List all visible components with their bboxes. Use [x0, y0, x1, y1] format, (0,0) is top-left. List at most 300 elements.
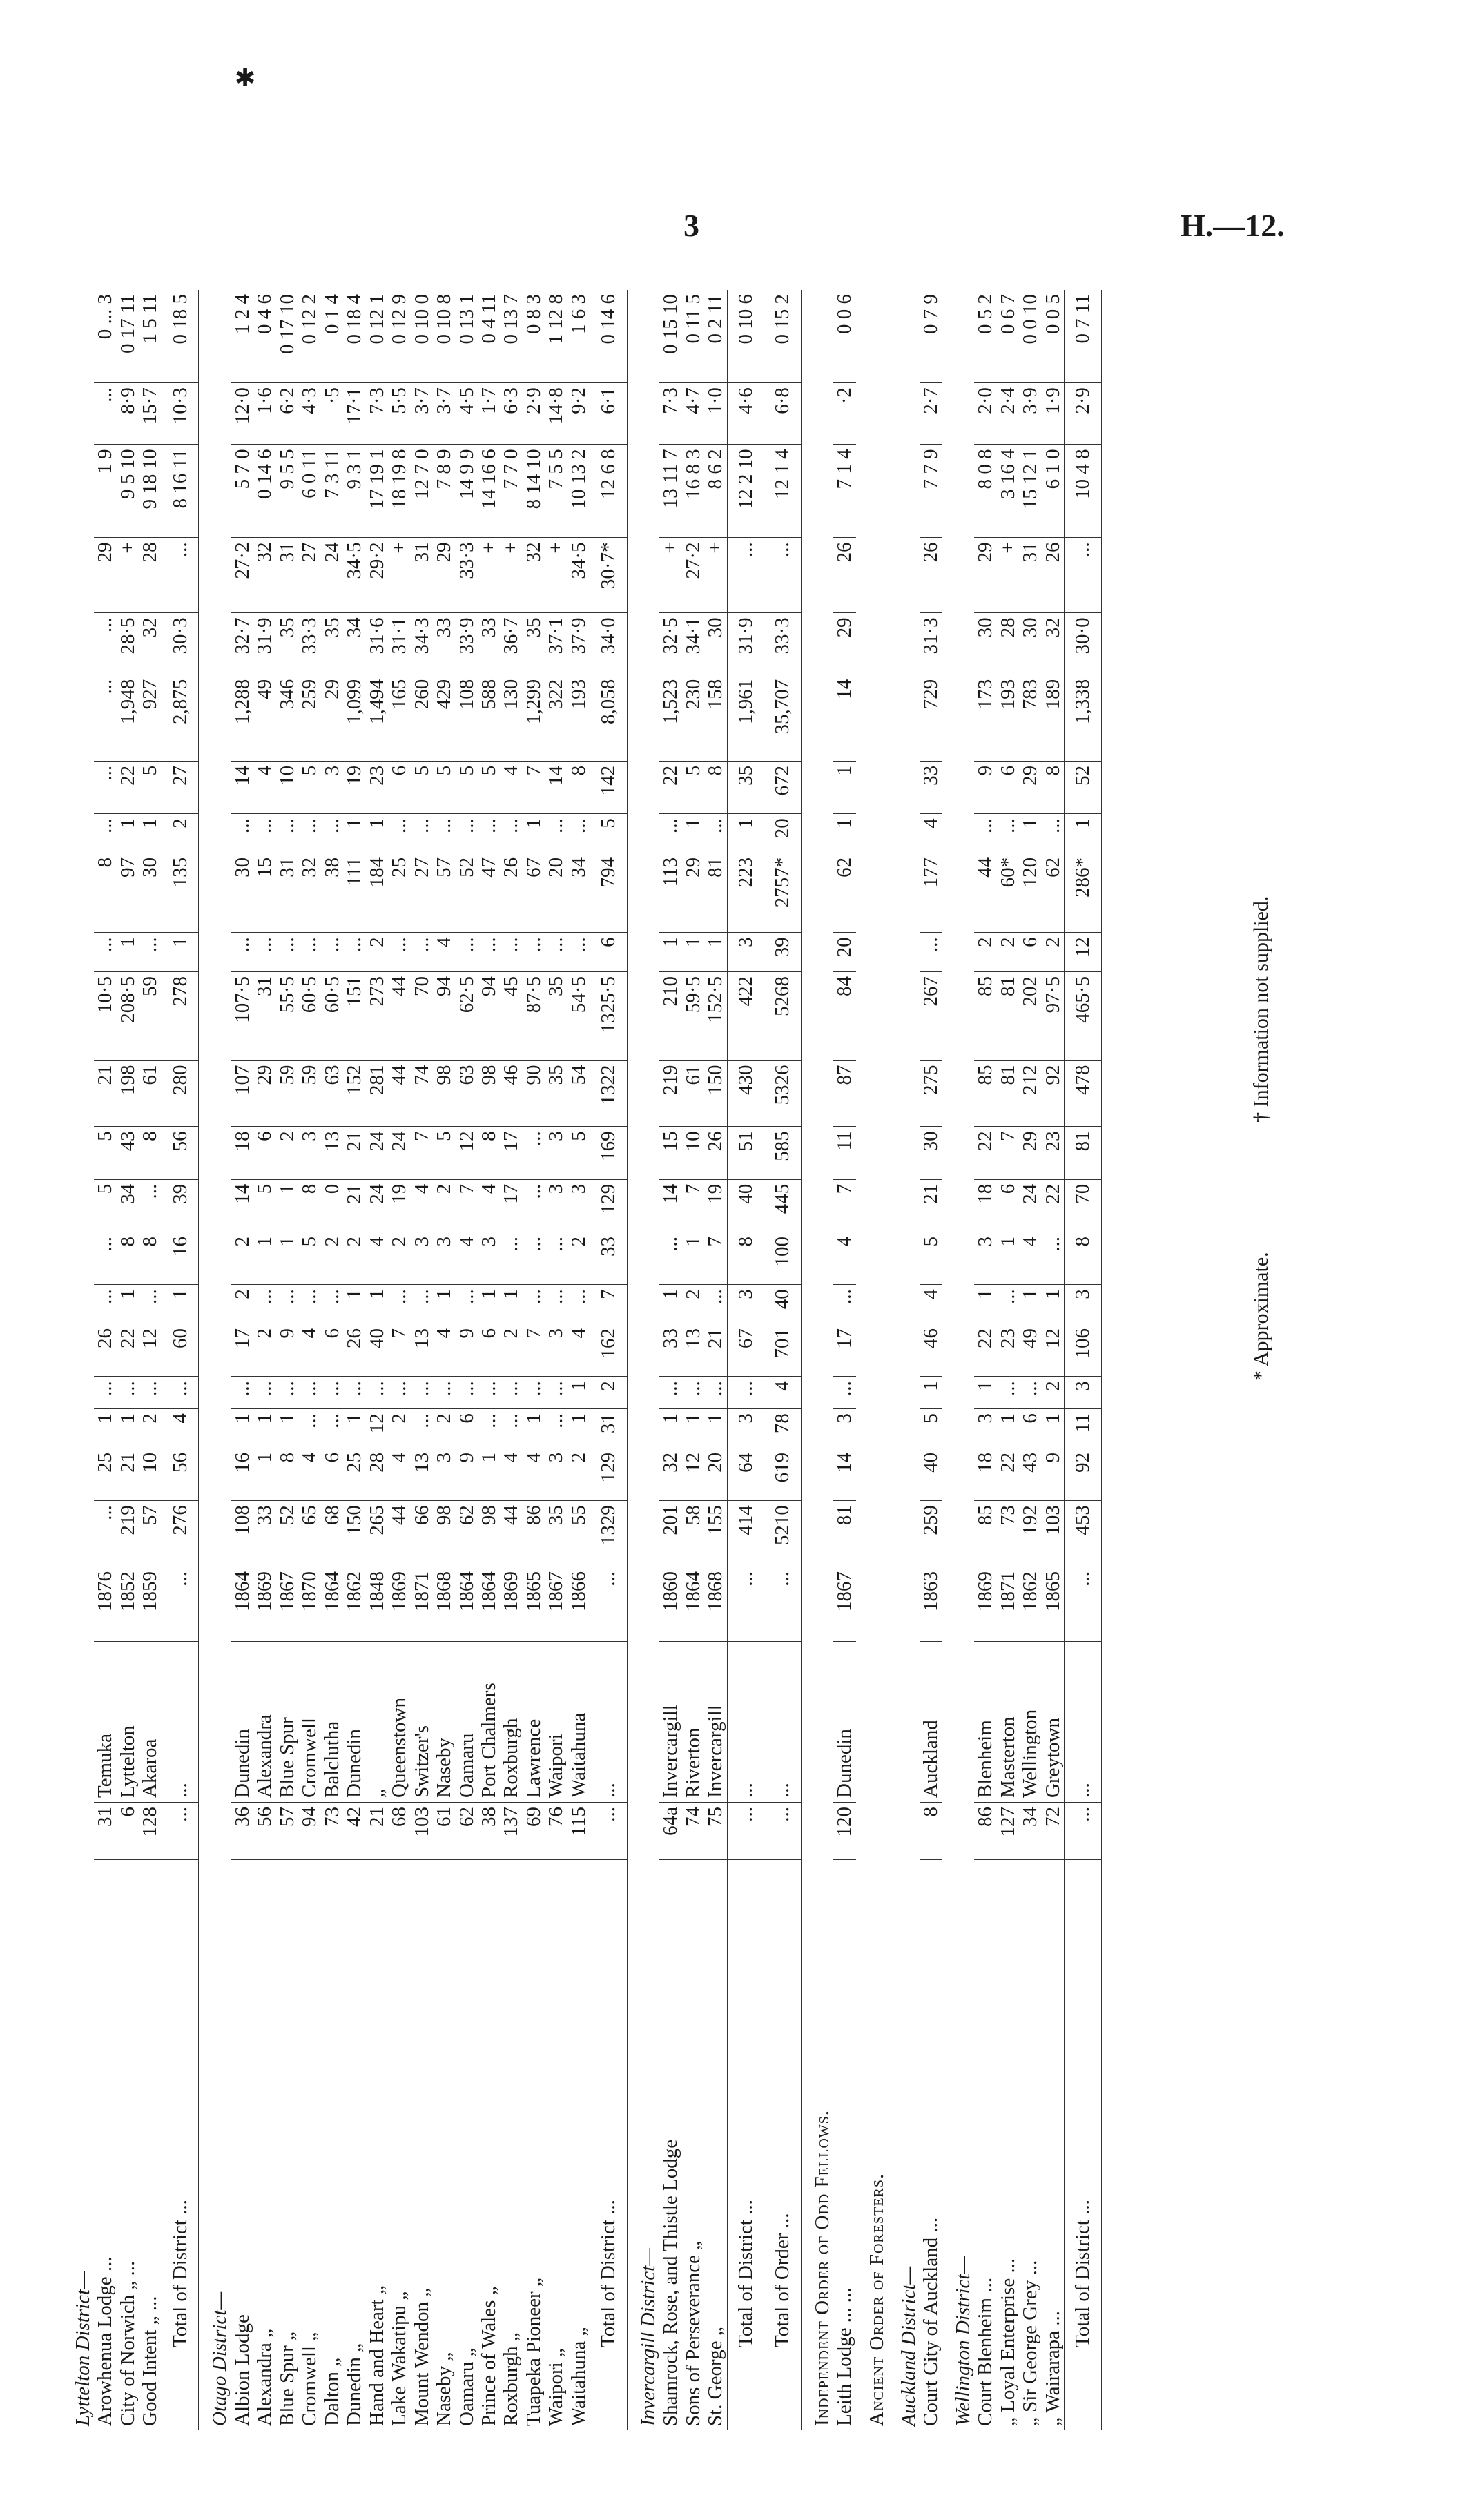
table-cell: 1 [1019, 814, 1041, 853]
table-cell: 74 [411, 1060, 433, 1127]
society-name: Court City of Auckland ... [920, 2217, 942, 2426]
table-row [298, 290, 320, 2430]
table-cell: 30·3 [162, 613, 198, 675]
table-cell: 108 [231, 1501, 253, 1567]
table-cell: ... [682, 1377, 704, 1409]
table-cell: 7 [456, 1179, 478, 1232]
table-cell: ... [94, 383, 116, 445]
table-cell: 29 [433, 538, 455, 613]
table-cell: 1 [276, 1232, 298, 1284]
table-cell: 31 [253, 972, 275, 1061]
table-cell: ... [704, 1285, 727, 1324]
table-cell: ... [139, 1377, 162, 1409]
table-cell: 1 [500, 1285, 522, 1324]
society-year: 1864 [682, 1567, 704, 1642]
table-row [997, 290, 1019, 2430]
table-cell: 2 [366, 933, 388, 972]
table-cell: ... [727, 538, 764, 613]
table-cell: ... [500, 933, 522, 972]
table-cell: 0 ... 3 [94, 290, 116, 383]
table-cell: 113 [659, 853, 681, 932]
table-cell: 44 [388, 972, 410, 1061]
table-cell: 29·2 [366, 538, 388, 613]
table-cell: 278 [162, 972, 198, 1061]
table-cell: 55·5 [276, 972, 298, 1061]
table-cell: 2 [682, 1285, 704, 1324]
table-cell: 46 [920, 1324, 942, 1376]
table-cell: 103 [1042, 1501, 1065, 1567]
table-cell: 927 [139, 675, 162, 761]
table-cell: 0 0 10 [1019, 290, 1041, 383]
table-cell: 7 [590, 1285, 627, 1324]
table-cell: 86 [523, 1501, 545, 1567]
table-cell: 210 [659, 972, 681, 1061]
table-cell: 5 [94, 1179, 116, 1232]
table-cell: 11 [833, 1127, 855, 1179]
table-cell: 59 [276, 1060, 298, 1127]
table-cell: 12 [366, 1409, 388, 1448]
table-cell: 3 16 4 [997, 445, 1019, 538]
table-cell: 429 [433, 675, 455, 761]
table-cell: 43 [1019, 1448, 1041, 1500]
table-cell: ... [411, 814, 433, 853]
table-cell: 23 [997, 1324, 1019, 1376]
table-cell: 107 [231, 1060, 253, 1127]
table-cell: 3 [727, 933, 764, 972]
table-cell: 1 [366, 814, 388, 853]
table-cell: 152 [343, 1060, 365, 1127]
table-cell: 81 [1065, 1127, 1101, 1179]
order-label: Ancient Order of Foresters. [865, 2173, 888, 2426]
table-cell: 20 [545, 853, 567, 932]
table-cell: 0 12 1 [366, 290, 388, 383]
table-cell: 38 [321, 853, 343, 932]
table-cell: ... [253, 1285, 275, 1324]
table-cell: 478 [1065, 1060, 1101, 1127]
table-cell: 33 [590, 1232, 627, 1284]
table-cell: 1 6 3 [567, 290, 590, 383]
society-place: Lawrence [523, 1642, 545, 1803]
table-cell: 1 [433, 1285, 455, 1324]
table-cell: 0 18 5 [162, 290, 198, 383]
table-cell: 202 [1019, 972, 1041, 1061]
table-cell: 18 19 8 [388, 445, 410, 538]
table-cell: 14 [545, 761, 567, 813]
footnote-approximate: * Approximate. [1250, 1252, 1272, 1381]
table-cell: 16 [231, 1448, 253, 1500]
table-cell: 1·6 [253, 383, 275, 445]
table-cell: 17 [833, 1324, 855, 1376]
table-cell: 13 [411, 1448, 433, 1500]
table-cell: ... [920, 933, 942, 972]
table-cell: 4 [433, 1324, 455, 1376]
table-cell: 63 [321, 1060, 343, 1127]
table-cell: 2·0 [974, 383, 996, 445]
table-cell: 5 [478, 761, 500, 813]
table-cell: 70 [1065, 1179, 1101, 1232]
table-cell: ... [276, 1285, 298, 1324]
table-cell: 5268 [764, 972, 801, 1061]
table-cell: 1 [974, 1285, 996, 1324]
table-cell: 61 [682, 1060, 704, 1127]
total-row [1065, 290, 1101, 2430]
table-cell: 68 [321, 1501, 343, 1567]
table-cell: 34 [343, 613, 365, 675]
table-cell: 5 [682, 761, 704, 813]
table-cell: 0 0 6 [833, 290, 855, 383]
total-row [727, 290, 764, 2430]
table-cell: 1 [162, 1285, 198, 1324]
total-row [590, 290, 627, 2430]
table-cell: 165 [388, 675, 410, 761]
table-cell: 0 18 4 [343, 290, 365, 383]
table-cell: 9 5 10 [117, 445, 139, 538]
table-cell: 59 [298, 1060, 320, 1127]
society-place: Dunedin [231, 1642, 253, 1803]
table-row [253, 290, 275, 2430]
table-row [343, 290, 365, 2430]
table-cell: 29 [321, 675, 343, 761]
table-row [920, 290, 942, 2430]
table-cell: 5210 [764, 1501, 801, 1567]
table-cell: 0 17 10 [276, 290, 298, 383]
table-cell: 2 [388, 1409, 410, 1448]
table-cell: 585 [764, 1127, 801, 1179]
table-cell: 5 [920, 1409, 942, 1448]
table-cell: 13 11 7 [659, 445, 681, 538]
table-cell: 783 [1019, 675, 1041, 761]
table-cell: 0 10 8 [433, 290, 455, 383]
table-cell: 6 [388, 761, 410, 813]
table-cell: 1 9 [94, 445, 116, 538]
society-place: Temuka [94, 1642, 116, 1803]
table-cell: 192 [1019, 1501, 1041, 1567]
table-cell: ... [974, 814, 996, 853]
table-cell: 25 [94, 1448, 116, 1500]
table-cell: 7 [704, 1232, 727, 1284]
table-cell: 275 [920, 1060, 942, 1127]
pen-mark: ✱ [235, 64, 256, 92]
table-cell: 7 8 9 [433, 445, 455, 538]
table-cell: 22 [1042, 1179, 1065, 1232]
table-cell: 18 [974, 1448, 996, 1500]
table-cell: 193 [997, 675, 1019, 761]
society-year: 1864 [478, 1567, 500, 1642]
society-place: „ [366, 1642, 388, 1803]
table-cell: 1,948 [117, 675, 139, 761]
district-heading-row [942, 290, 974, 2430]
table-cell: 7 1 4 [833, 445, 855, 538]
table-cell: ... [997, 1377, 1019, 1409]
table-row [321, 290, 343, 2430]
table-cell: 4 [162, 1409, 198, 1448]
table-cell: 33 [478, 613, 500, 675]
society-number: 73 [321, 1803, 343, 1860]
table-cell: 2 [1042, 933, 1065, 972]
table-cell: 24 [321, 538, 343, 613]
table-cell: 9 18 10 [139, 445, 162, 538]
society-name: Oamaru „ [455, 2347, 478, 2426]
table-cell: 14 [833, 675, 855, 761]
table-cell: 0 14 6 [253, 445, 275, 538]
table-cell: 37·9 [567, 613, 590, 675]
table-cell: 1·7 [478, 383, 500, 445]
table-cell: 43 [117, 1127, 139, 1179]
society-year: 1869 [974, 1567, 996, 1642]
table-cell: ... [94, 613, 116, 675]
table-cell: 129 [590, 1448, 627, 1500]
table-cell: ... [94, 814, 116, 853]
table-cell: ... [545, 814, 567, 853]
table-cell: 5 [920, 1232, 942, 1284]
table-cell: ... [433, 814, 455, 853]
table-cell: 1 [523, 1409, 545, 1448]
table-cell: 33 [253, 1501, 275, 1567]
table-cell: 1 [276, 1409, 298, 1448]
table-cell: 152·5 [704, 972, 727, 1061]
table-cell: 21 [343, 1179, 365, 1232]
society-number: 115 [567, 1803, 590, 1860]
table-cell: 22 [974, 1127, 996, 1179]
society-place: ... [590, 1642, 627, 1803]
table-cell: 14 [231, 1179, 253, 1232]
table-cell: 198 [117, 1060, 139, 1127]
table-cell: ... [411, 1285, 433, 1324]
table-cell: 286* [1065, 853, 1101, 932]
society-place: Wellington [1019, 1642, 1041, 1803]
table-cell: 6 0 11 [298, 445, 320, 538]
table-row [1042, 290, 1065, 2430]
table-cell: 701 [764, 1324, 801, 1376]
table-cell: 10 13 2 [567, 445, 590, 538]
table-cell: 12 1 4 [764, 445, 801, 538]
society-name: Hand and Heart „ [365, 2285, 388, 2426]
table-cell: 1 [253, 1409, 275, 1448]
table-cell: ... [478, 814, 500, 853]
table-cell: 24 [366, 1127, 388, 1179]
table-cell: 4 [500, 1448, 522, 1500]
table-cell: 2757* [764, 853, 801, 932]
table-cell: ... [567, 1285, 590, 1324]
table-cell: ... [366, 1377, 388, 1409]
table-cell: 8 6 2 [704, 445, 727, 538]
table-cell: 30·0 [1065, 613, 1101, 675]
order-label: Independent Order of Odd Fellows. [810, 2109, 833, 2426]
district-heading-row [62, 290, 94, 2430]
table-cell: ... [545, 933, 567, 972]
table-cell: 12 7 0 [411, 445, 433, 538]
table-cell: ... [321, 1285, 343, 1324]
society-name: Total of District ... [727, 1860, 764, 2431]
table-cell: 40 [920, 1448, 942, 1500]
table-cell: 27 [411, 853, 433, 932]
table-cell: 32 [523, 538, 545, 613]
table-cell: 9 [456, 1324, 478, 1376]
table-cell: 25 [388, 853, 410, 932]
table-cell: 8 [94, 853, 116, 932]
table-cell: 1 [117, 814, 139, 853]
table-cell: 173 [974, 675, 996, 761]
table-cell: ·5 [321, 383, 343, 445]
table-cell: ... [321, 814, 343, 853]
table-cell: 16 8 3 [682, 445, 704, 538]
table-cell: 9·2 [567, 383, 590, 445]
table-cell: 2 [343, 1232, 365, 1284]
table-cell: 9 [276, 1324, 298, 1376]
table-cell: 17 19 1 [366, 445, 388, 538]
table-cell: 4 [567, 1324, 590, 1376]
friendly-society-table [62, 290, 1298, 2430]
table-cell: 5 [433, 761, 455, 813]
society-year: 1863 [920, 1567, 942, 1642]
table-row [704, 290, 727, 2430]
table-cell: 12 [1065, 933, 1101, 972]
society-name: Dalton „ [320, 2357, 343, 2426]
table-cell: 1 [117, 933, 139, 972]
society-year: 1868 [704, 1567, 727, 1642]
table-cell: 21 [920, 1179, 942, 1232]
table-cell: ... [433, 1377, 455, 1409]
table-row [231, 290, 253, 2430]
table-cell: 346 [276, 675, 298, 761]
table-cell: 2 [997, 933, 1019, 972]
table-cell: 2 [974, 933, 996, 972]
table-cell: ... [298, 1285, 320, 1324]
table-cell: 14 [231, 761, 253, 813]
table-cell: 2 [433, 1409, 455, 1448]
table-cell: 6 [456, 1409, 478, 1448]
table-cell: + [478, 538, 500, 613]
table-cell: 1,961 [727, 675, 764, 761]
society-year: 1866 [567, 1567, 590, 1642]
table-cell: 1 [833, 814, 855, 853]
society-year: 1867 [276, 1567, 298, 1642]
table-cell: 81 [997, 1060, 1019, 1127]
society-name: Prince of Wales „ [477, 2286, 500, 2426]
table-cell: 8 [1042, 761, 1065, 813]
table-cell: 19 [388, 1179, 410, 1232]
table-cell: 29 [682, 853, 704, 932]
table-cell: ... [727, 1377, 764, 1409]
table-cell: 3 [433, 1448, 455, 1500]
table-cell: ... [997, 1285, 1019, 1324]
table-cell: 12 [456, 1127, 478, 1179]
table-cell: 29 [833, 613, 855, 675]
table-cell: 1 [523, 814, 545, 853]
society-number: 94 [298, 1803, 320, 1860]
table-cell: 67 [727, 1324, 764, 1376]
table-cell: 0 4 11 [478, 290, 500, 383]
society-name: Arowhenua Lodge ... [94, 2256, 117, 2426]
table-cell: 33·3 [298, 613, 320, 675]
table-cell: 49 [253, 675, 275, 761]
society-place: Roxburgh [500, 1642, 522, 1803]
table-cell: 3·7 [433, 383, 455, 445]
society-name: Total of District ... [1065, 1860, 1101, 2431]
society-place: Balclutha [321, 1642, 343, 1803]
society-number: 127 [997, 1803, 1019, 1860]
table-cell: 223 [727, 853, 764, 932]
table-cell: 29 [253, 1060, 275, 1127]
table-cell: ·2 [833, 383, 855, 445]
table-cell: 2·9 [1065, 383, 1101, 445]
table-cell: 94 [433, 972, 455, 1061]
table-cell: 5 [456, 761, 478, 813]
table-cell: ... [456, 1285, 478, 1324]
table-cell: 30 [704, 613, 727, 675]
table-cell: 1 [1042, 1409, 1065, 1448]
table-cell: ... [298, 1377, 320, 1409]
table-cell: 12 [1042, 1324, 1065, 1376]
table-cell: 54 [567, 1060, 590, 1127]
table-cell: 0 0 5 [1042, 290, 1065, 383]
table-cell: 1 [833, 761, 855, 813]
table-cell: 230 [682, 675, 704, 761]
table-cell: 1 [478, 1448, 500, 1500]
table-cell: ... [276, 814, 298, 853]
table-cell: 70 [411, 972, 433, 1061]
table-cell: 169 [590, 1127, 627, 1179]
table-cell: 1,099 [343, 675, 365, 761]
table-cell: 31 [276, 538, 298, 613]
district-label: Invercargill District— [637, 2247, 659, 2426]
society-name: Mount Wendon „ [410, 2287, 433, 2426]
table-cell: 67 [523, 853, 545, 932]
table-cell: 35,707 [764, 675, 801, 761]
total-row [162, 290, 198, 2430]
table-cell: 54·5 [567, 972, 590, 1061]
table-cell: 3 [411, 1232, 433, 1284]
table-cell: 62·5 [456, 972, 478, 1061]
table-cell: 8 14 10 [523, 445, 545, 538]
society-number: ... [764, 1803, 801, 1860]
table-cell: 2 [567, 1448, 590, 1500]
table-cell: 108 [456, 675, 478, 761]
table-cell: 6·1 [590, 383, 627, 445]
table-cell: 16 [162, 1232, 198, 1284]
table-cell: 63 [456, 1060, 478, 1127]
table-cell: 8 [117, 1232, 139, 1284]
table-cell: 20 [833, 933, 855, 972]
table-cell: 6 1 0 [1042, 445, 1065, 538]
footnote-not-supplied: † Information not supplied. [1250, 895, 1272, 1123]
society-name: Waitahuna „ [567, 2327, 590, 2426]
table-cell: 445 [764, 1179, 801, 1232]
table-cell: 280 [162, 1060, 198, 1127]
table-row [388, 290, 410, 2430]
table-cell: 5 [298, 761, 320, 813]
table-cell: 4 [433, 933, 455, 972]
table-cell: ... [500, 814, 522, 853]
table-cell: 26 [94, 1324, 116, 1376]
table-cell: ... [139, 1179, 162, 1232]
table-cell: 64 [727, 1448, 764, 1500]
table-cell: 0 2 11 [704, 290, 727, 383]
table-cell: 59·5 [682, 972, 704, 1061]
society-place: Masterton [997, 1642, 1019, 1803]
table-cell: 26 [500, 853, 522, 932]
table-cell: ... [704, 814, 727, 853]
table-row [567, 290, 590, 2430]
society-year: 1862 [343, 1567, 365, 1642]
table-cell: 35 [545, 1501, 567, 1567]
society-year: 1848 [366, 1567, 388, 1642]
table-cell: ... [343, 1377, 365, 1409]
society-number: 56 [253, 1803, 275, 1860]
table-cell: 84 [833, 972, 855, 1061]
table-cell: 32 [253, 538, 275, 613]
table-cell: 155 [704, 1501, 727, 1567]
